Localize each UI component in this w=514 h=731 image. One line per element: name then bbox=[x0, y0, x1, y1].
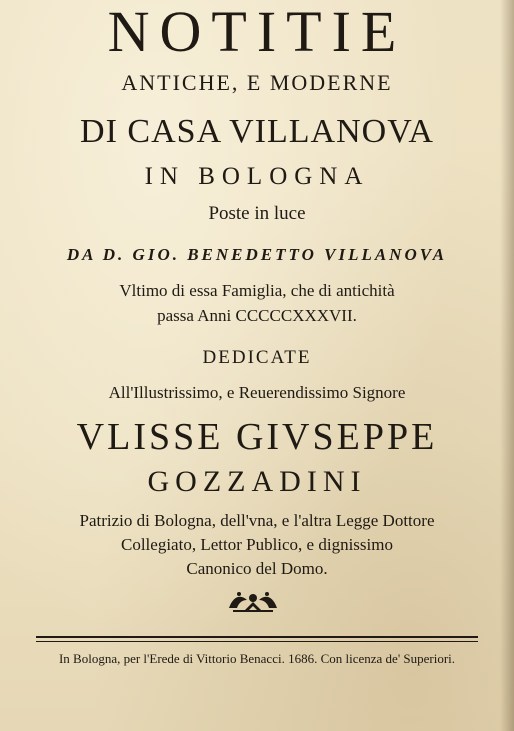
dedicatee-title: All'Illustrissimo, e Reuerendissimo Signore bbox=[108, 383, 406, 402]
subtitle-in-bologna: IN BOLOGNA bbox=[144, 163, 370, 190]
dedicatee-description-3: Canonico del Domo. bbox=[186, 559, 328, 578]
main-title: NOTITIE bbox=[107, 0, 407, 64]
dedicate-heading: DEDICATE bbox=[202, 347, 312, 368]
dedicatee-description-1: Patrizio di Bologna, dell'vna, e l'altra Legge Dottore bbox=[79, 511, 435, 530]
subtitle-casa-villanova: DI CASA VILLANOVA bbox=[80, 113, 434, 150]
dedicatee-name-1: VLISSE GIVSEPPE bbox=[76, 416, 438, 458]
author-line: DA D. GIO. BENEDETTO VILLANOVA bbox=[66, 245, 448, 264]
rule-thick bbox=[36, 636, 478, 638]
dedicatee-name-2: GOZZADINI bbox=[147, 465, 367, 498]
family-line-2: passa Anni CCCCCXXXVII. bbox=[157, 306, 357, 325]
family-line-1: Vltimo di essa Famiglia, che di antichità bbox=[119, 281, 395, 300]
published-line: Poste in luce bbox=[208, 203, 306, 224]
printers-fleuron-icon bbox=[225, 588, 281, 616]
imprint-line: In Bologna, per l'Erede di Vittorio Benacci. 1686. Con licenza de' Superiori. bbox=[58, 651, 456, 666]
subtitle-antiche: ANTICHE, E MODERNE bbox=[121, 70, 393, 95]
dedicatee-description-2: Collegiato, Lettor Publico, e dignissimo bbox=[121, 535, 393, 554]
rule-thin bbox=[36, 641, 478, 642]
